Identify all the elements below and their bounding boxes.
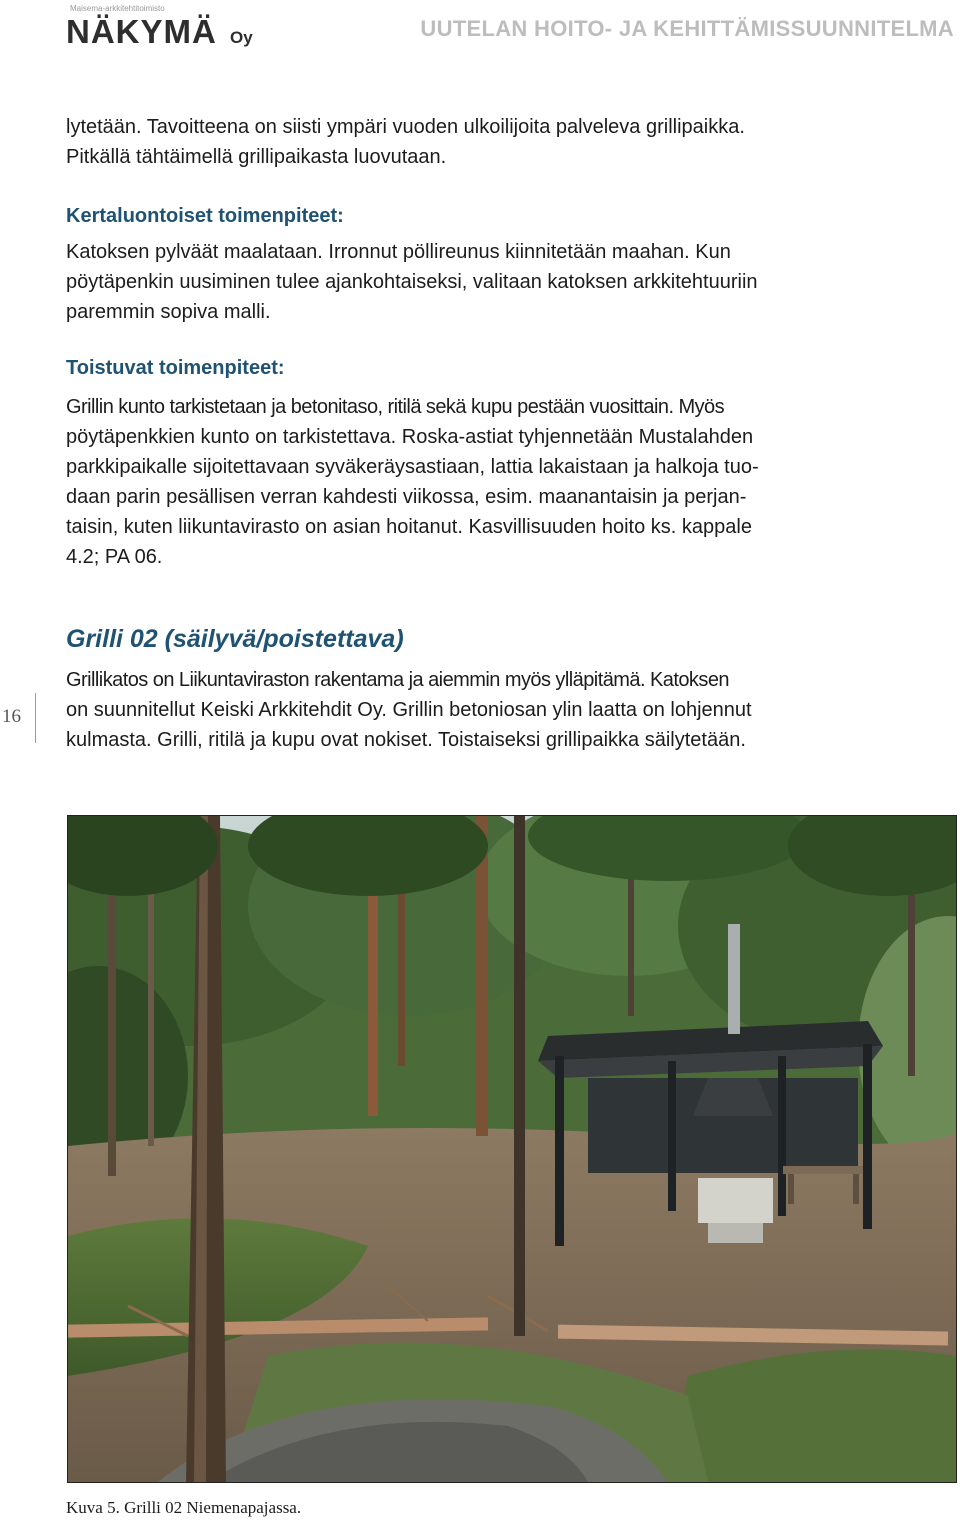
logo-suffix: Oy: [230, 28, 253, 47]
text-line: parkkipaikalle sijoitettavaan syväkeräysastiaan, lattia lakaistaan ja halkoja tuo-: [66, 456, 759, 478]
page-number: 16: [2, 706, 21, 727]
recurring-heading: Toistuvat toimenpiteet:: [66, 357, 285, 379]
text-line: paremmin sopiva malli.: [66, 301, 271, 323]
one-time-heading: Kertaluontoiset toimenpiteet:: [66, 205, 344, 227]
text-line: pöytäpenkkien kunto on tarkistettava. Roska-astiat tyhjennetään Mustalahden: [66, 426, 754, 448]
logo: [66, 4, 256, 52]
text-line: Katoksen pylväät maalataan. Irronnut pöllireunus kiinnitetään maahan. Kun: [66, 241, 731, 263]
photo-grill-shelter: [67, 815, 957, 1483]
text-line: kulmasta. Grilli, ritilä ja kupu ovat nokiset. Toistaiseksi grillipaikka säilytetään.: [66, 729, 746, 751]
text-line: taisin, kuten liikuntavirasto on asian hoitanut. Kasvillisuuden hoito ks. kappale: [66, 516, 752, 538]
text-line: daan parin pesällisen verran kahdesti viikossa, esim. maanantaisin ja perjan-: [66, 486, 747, 508]
text-line: on suunnitellut Keiski Arkkitehdit Oy. Grillin betoniosan ylin laatta on lohjennut: [66, 699, 752, 721]
text-line: Pitkällä tähtäimellä grillipaikasta luovutaan.: [66, 146, 447, 168]
text-line: lytetään. Tavoitteena on siisti ympäri vuoden ulkoilijoita palveleva grillipaikka.: [66, 116, 745, 138]
logo-name: NÄKYMÄ: [66, 13, 217, 50]
grilli-02-paragraph: [66, 665, 956, 755]
photo-illustration: [68, 816, 956, 1482]
figure-caption: Kuva 5. Grilli 02 Niemenapajassa.: [66, 1498, 302, 1517]
running-head: UUTELAN HOITO- JA KEHITTÄMISSUUNNITELMA: [420, 16, 954, 41]
one-time-paragraph: [66, 237, 956, 327]
section-heading-grilli-02: Grilli 02 (säilyvä/poistettava): [66, 625, 404, 653]
text-line: pöytäpenkin uusiminen tulee ajankohtaiseksi, valitaan katoksen arkkitehtuuriin: [66, 271, 758, 293]
page-number-divider: [35, 693, 36, 743]
text-line: Grillikatos on Liikuntaviraston rakentama ja aiemmin myös ylläpitämä. Katoksen: [66, 669, 729, 691]
recurring-paragraph: [66, 392, 956, 572]
text-line: Grillin kunto tarkistetaan ja betonitaso, ritilä sekä kupu pestään vuosittain. Myös: [66, 396, 725, 418]
logo-tagline: Maisema-arkkitehtitoimisto: [70, 4, 165, 13]
text-line: 4.2; PA 06.: [66, 546, 163, 568]
intro-paragraph: [66, 112, 956, 172]
